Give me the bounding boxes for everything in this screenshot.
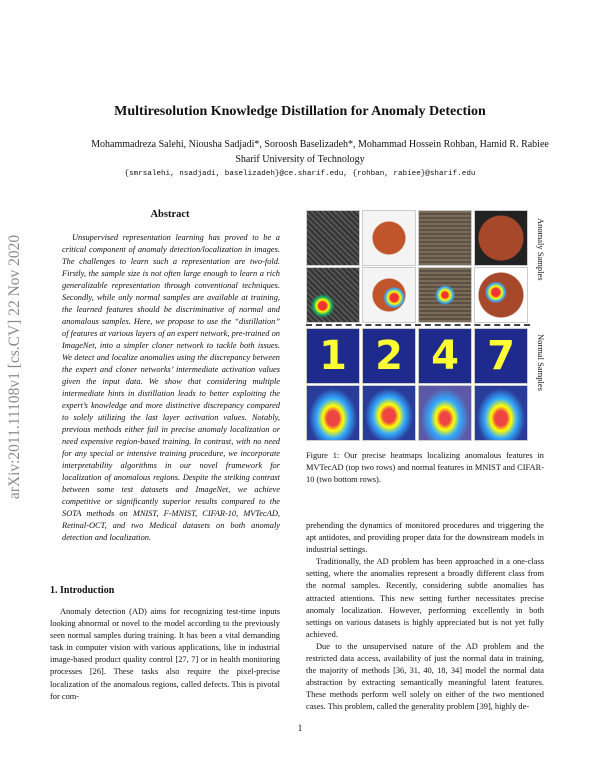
figure-divider xyxy=(306,324,530,326)
figure-1-heatmaps xyxy=(306,210,550,440)
heatmap-tile-hazelnut xyxy=(474,267,528,323)
paragraph: Traditionally, the AD problem has been approached in a one-class setting, where the anomalies represent a broadly different class from the normal samples. Recently, considering subtle anomalies has attracted attentions. This new setting further necessitates precise anomaly localization. However, performing excellently in both settings on various datasets is highly appreciated but is not yet fully achieved. xyxy=(306,557,544,639)
abstract-heading: Abstract xyxy=(150,209,190,220)
right-column-text xyxy=(306,520,544,714)
cifar-heatmap-tile xyxy=(362,385,416,441)
introduction-text: Anomaly detection (AD) aims for recognizing test-time inputs looking abnormal or novel to the model according to the previously seen normal samples during training. It has been a vital demanding task in computer vision with various applications, like in industrial image-based product quality control [27, 7] or in health monitoring processes [26]. These tasks also require the pixel-precise localization of the anomalous regions, called defects. This is pivotal for com- xyxy=(50,607,280,701)
mnist-digit-tile: 2 xyxy=(362,328,416,384)
heatmap-tile-capsule xyxy=(362,267,416,323)
figure-label-normal: Normal Samples xyxy=(536,334,546,391)
author-list: Mohammadreza Salehi, Niousha Sadjadi*, Soroosh Baselizadeh*, Mohammad Hossein Rohban, Hamid R. Rabiee xyxy=(91,139,549,150)
heatmap-tile-hazelnut-input xyxy=(474,210,528,266)
paragraph: prehending the dynamics of monitored procedures and triggering the apt antidotes, and providing proper data for the downstream models in industrial settings. xyxy=(306,521,544,555)
figure-label-anomaly: Anomaly Samples xyxy=(536,218,546,281)
cifar-heatmap-tile xyxy=(474,385,528,441)
paragraph: Due to the unsupervised nature of the AD problem and the restricted data access, availability of just the normal data in training, the majority of methods [36, 31, 40, 18, 34] model the normal data abstraction by extracting semantically meaningful latent features. These methods perform well solely on either of the two mentioned cases. This problem, called the generality problem [39], highly de- xyxy=(306,641,544,712)
heatmap-tile-carpet xyxy=(306,267,360,323)
affiliation: Sharif University of Technology xyxy=(235,154,365,165)
paper-title: Multiresolution Knowledge Distillation for Anomaly Detection xyxy=(114,104,486,119)
mnist-digit-tile: 1 xyxy=(306,328,360,384)
abstract-text: Unsupervised representation learning has proved to be a critical component of anomaly detection/localization in images. The challenges to learn such a representation are two-fold. Firstly, the sample size is not often large enough to learn a rich generalizable representation through conventional techniques. Secondly, while only normal samples are available at training, the learned features should be discriminative of normal and anomalous samples. Here, we propose to use the “distillation” of features at various layers of an expert network, pre-trained on ImageNet, into a simpler cloner network to tackle both issues. We detect and localize anomalies using the discrepancy between the expert and cloner networks’ intermediate activation values given the input data. We show that considering multiple intermediate hints in distillation leads to better exploiting the expert’s knowledge and more distinctive discrepancy compared to solely utilizing the last layer activation values. Notably, previous methods either fail in precise anomaly localization or need expensive region-based training. In contrast, with no need for any special or intensive training procedure, we incorporate interpretability algorithms in our novel framework for localization of anomalous regions. Despite the striking contrast between some test datasets and ImageNet, we achieve competitive or significantly superior results compared to the SOTA methods on MNIST, F-MNIST, CIFAR-10, MVTecAD, Retinal-OCT, and two Medical datasets on both anomaly detection and localization. xyxy=(62,233,280,542)
heatmap-tile-leather xyxy=(418,267,472,323)
arxiv-stamp: arXiv:2011.11108v1 [cs.CV] 22 Nov 2020 xyxy=(6,234,23,500)
section-heading-introduction: 1. Introduction xyxy=(50,585,115,596)
author-emails: {smrsalehi, nsadjadi, baselizadeh}@ce.sharif.edu, {rohban, rabiee}@sharif.edu xyxy=(124,170,476,178)
cifar-heatmap-tile xyxy=(306,385,360,441)
mnist-digit-tile: 4 xyxy=(418,328,472,384)
page-number: 1 xyxy=(297,723,303,733)
mnist-digit-tile: 7 xyxy=(474,328,528,384)
heatmap-tile-capsule-input xyxy=(362,210,416,266)
heatmap-tile-carpet-input xyxy=(306,210,360,266)
heatmap-tile-leather-input xyxy=(418,210,472,266)
figure-caption: Figure 1: Our precise heatmaps localizing anomalous features in MVTecAD (top two rows) and normal features in MNIST and CIFAR-10 (two bottom rows). xyxy=(306,451,544,484)
cifar-heatmap-tile xyxy=(418,385,472,441)
